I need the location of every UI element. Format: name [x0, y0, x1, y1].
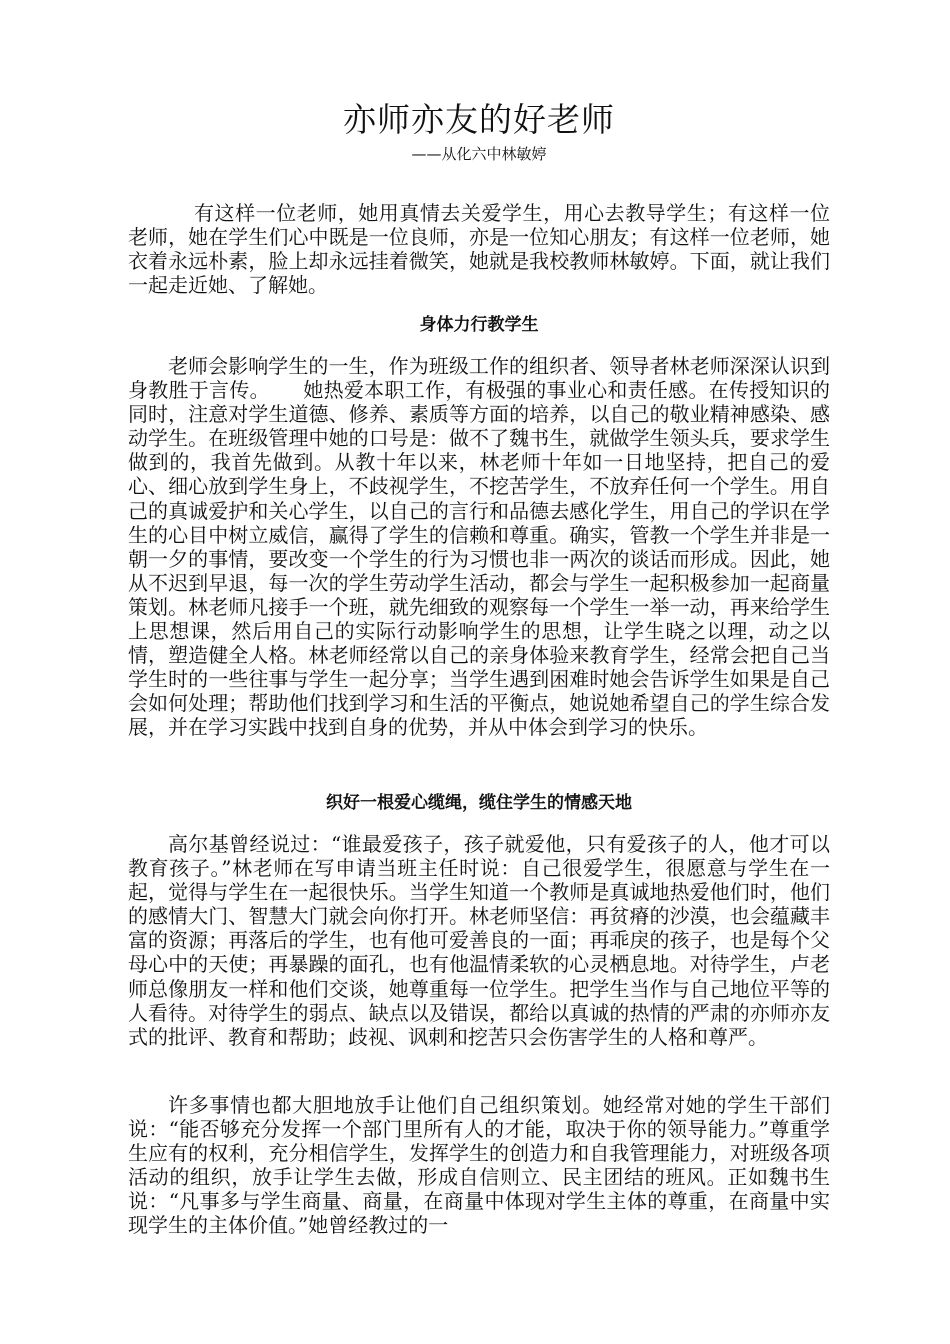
- section-2-paragraph-2: 许多事情也都大胆地放手让他们自己组织策划。她经常对她的学生干部们说：“能否够充分发挥一个部门里所有人的才能，取决于你的领导能力。”尊重学生应有的权利，充分相信学生，发挥学生的创造力和自我管理能力，对班级各项活动的组织，放手让学生去做，形成自信则立、民主团结的班风。正如魏书生说：“凡事多与学生商量、商量，在商量中体现对学生主体的尊重，在商量中实现学生的主体价值。”她曾经教过的一: [128, 1093, 830, 1238]
- document-title: 亦师亦友的好老师: [343, 100, 615, 139]
- section-1-paragraph: 老师会影响学生的一生，作为班级工作的组织者、领导者林老师深深认识到身教胜于言传。 她热爱本职工作，有极强的事业心和责任感。在传授知识的同时，注意对学生道德、修养、素质等方面的培养，以自己的敬业精神感染、感动学生。在班级管理中她的口号是：做不了魏书生，就做学生领头兵，要求学生做到的，我首先做到。从教十年以来，林老师十年如一日地坚持，把自己的爱心、细心放到学生身上，不歧视学生，不挖苦学生，不放弃任何一个学生。用自己的真诚爱护和关心学生，以自己的言行和品德去感化学生，用自己的学识在学生的心目中树立威信，赢得了学生的信赖和尊重。确实，管教一个学生并非是一朝一夕的事情，要改变一个学生的行为习惯也非一两次的谈话而形成。因此，她从不迟到早退，每一次的学生劳动学生活动，都会与学生一起积极参加一起商量策划。林老师凡接手一个班，就先细致的观察每一个学生一举一动，再来给学生上思想课，然后用自己的实际行动影响学生的思想，让学生晓之以理，动之以情，塑造健全人格。林老师经常以自己的亲身体验来教育学生，经常会把自己当学生时的一些往事与学生一起分享；当学生遇到困难时她会告诉学生如果是自己会如何处理；帮助他们找到学习和生活的平衡点，她说她希望自己的学生综合发展，并在学习实践中找到自身的优势，并从中体会到学习的快乐。: [128, 354, 830, 740]
- intro-paragraph: 有这样一位老师，她用真情去关爱学生，用心去教导学生；有这样一位老师，她在学生们心中既是一位良师，亦是一位知心朋友；有这样一位老师，她衣着永远朴素，脸上却永远挂着微笑，她就是我校教师林敏婷。下面，就让我们一起走近她、了解她。: [128, 201, 830, 298]
- document-subtitle: ——从化六中林敏婷: [411, 145, 547, 163]
- section-heading-1: 身体力行教学生: [419, 315, 539, 335]
- section-2-paragraph-1: 高尔基曾经说过：“谁最爱孩子，孩子就爱他，只有爱孩子的人，他才可以教育孩子。”林老师在写申请当班主任时说：自己很爱学生，很愿意与学生在一起，觉得与学生在一起很快乐。当学生知道一个教师是真诚地热爱他们时，他们的感情大门、智慧大门就会向你打开。林老师坚信：再贫瘠的沙漠，也会蕴藏丰富的资源；再落后的学生，也有他可爱善良的一面；再乖戾的孩子，也是每个父母心中的天使；再暴躁的面孔，也有他温情柔软的心灵栖息地。对待学生，卢老师总像朋友一样和他们交谈，她尊重每一位学生。把学生当作与自己地位平等的人看待。对待学生的弱点、缺点以及错误，都给以真诚的热情的严肃的亦师亦友式的批评、教育和帮助；歧视、讽刺和挖苦只会伤害学生的人格和尊严。: [128, 832, 830, 1049]
- section-heading-2: 织好一根爱心缆绳，缆住学生的情感天地: [326, 793, 632, 813]
